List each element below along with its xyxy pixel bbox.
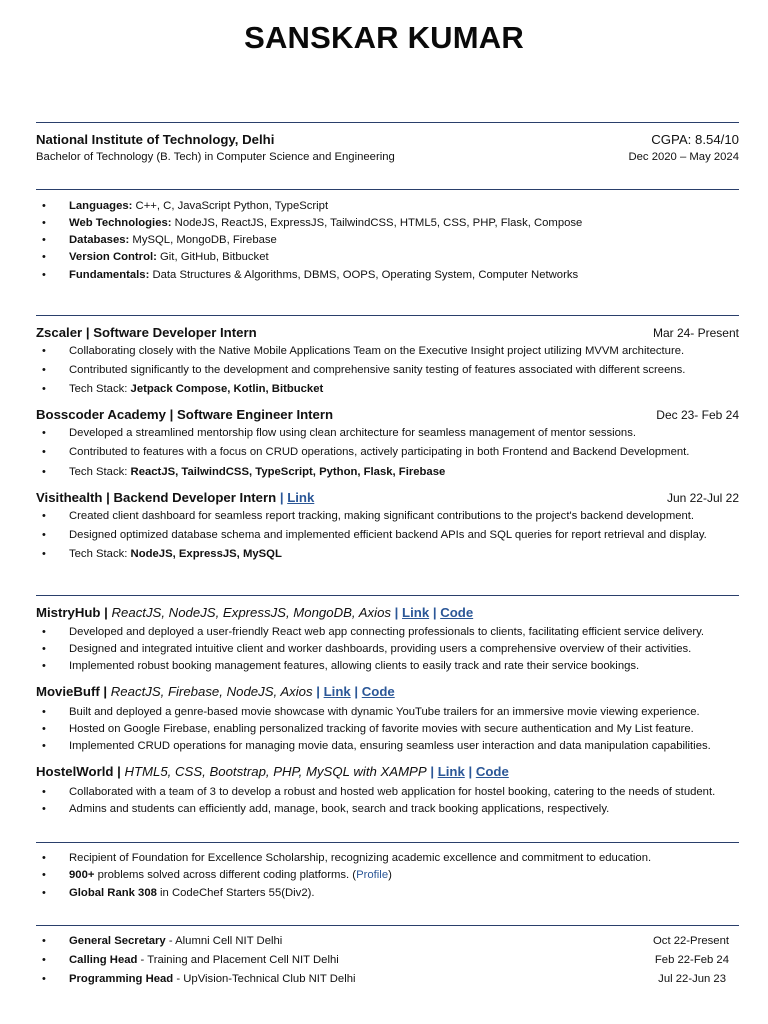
project-bullet: • Admins and students can efficiently add, manage, book, search and track booking applications, respectively. xyxy=(42,803,610,815)
project-name: MistryHub xyxy=(36,605,101,620)
position-item: • Calling Head - Training and Placement Cell NIT Delhi Feb 22-Feb 24 xyxy=(42,952,732,969)
experience-dates: Jun 22-Jul 22 xyxy=(666,491,739,505)
project-bullet: • Implemented robust booking management features, allowing clients to easily track and rate their service bookings. xyxy=(42,660,640,672)
position-role: Programming Head xyxy=(69,973,174,985)
section-divider-projects xyxy=(36,595,739,596)
achievement-item: • Recipient of Foundation for Excellence Scholarship, recognizing academic excellence and commitment to education. xyxy=(42,852,652,864)
position-dates: Feb 22-Feb 24 xyxy=(654,954,729,966)
experience-link[interactable]: Link xyxy=(287,490,315,505)
skill-item: • Web Technologies: NodeJS, ReactJS, ExpressJS, TailwindCSS, HTML5, CSS, PHP, Flask, Compose xyxy=(42,215,732,232)
position-item: • General Secretary - Alumni Cell NIT Delhi Oct 22-Present xyxy=(42,933,732,950)
project-tech: ReactJS, NodeJS, ExpressJS, MongoDB, Axios xyxy=(111,605,392,620)
section-divider-achievements xyxy=(36,842,739,843)
bullet: • xyxy=(42,269,46,281)
position-role: Calling Head xyxy=(69,954,138,966)
position-dates: Oct 22-Present xyxy=(653,935,729,947)
bullet: • xyxy=(42,217,46,229)
institute-name: National Institute of Technology, Delhi xyxy=(36,132,275,147)
bullet: • xyxy=(42,251,46,263)
project-name: HostelWorld xyxy=(36,764,114,779)
project-bullet: • Collaborated with a team of 3 to develop a robust and hosted web application for hostel booking, catering to the needs of student. xyxy=(42,786,716,798)
section-divider-experience xyxy=(36,315,739,316)
section-divider-skills xyxy=(36,189,739,190)
experience-dates: Dec 23- Feb 24 xyxy=(656,408,739,422)
achievement-item: • 900+ problems solved across different coding platforms. (Profile) xyxy=(42,869,392,881)
project-name: MovieBuff xyxy=(36,684,100,699)
experience-bullet: • Contributed to features with a focus on CRUD operations, actively participating in both Frontend and Backend Development. xyxy=(42,446,690,458)
tech-stack: • Tech Stack: NodeJS, ExpressJS, MySQL xyxy=(42,548,282,560)
project-header: HostelWorld | HTML5, CSS, Bootstrap, PHP, MySQL with XAMPP | Link | Code xyxy=(36,764,509,779)
tech-stack: • Tech Stack: ReactJS, TailwindCSS, TypeScript, Python, Flask, Firebase xyxy=(42,466,446,478)
skill-item: • Databases: MySQL, MongoDB, Firebase xyxy=(42,232,732,249)
project-link[interactable]: Link xyxy=(323,684,351,699)
section-divider-education xyxy=(36,122,739,123)
project-code-link[interactable]: Code xyxy=(361,684,395,699)
project-bullet: • Hosted on Google Firebase, enabling personalized tracking of favorite movies with secure authentication and My List feature. xyxy=(42,723,694,735)
project-bullet: • Designed and integrated intuitive client and worker dashboards, providing users a comprehensive overview of their activities. xyxy=(42,643,692,655)
degree: Bachelor of Technology (B. Tech) in Computer Science and Engineering xyxy=(36,151,395,163)
cgpa: CGPA: 8.54/10 xyxy=(651,132,739,147)
experience-header xyxy=(36,324,739,342)
experience-header: Visithealth | Backend Developer Intern | Link Jun 22-Jul 22 xyxy=(36,490,739,505)
tech-stack: • Tech Stack: Jetpack Compose, Kotlin, Bitbucket xyxy=(42,383,324,395)
project-header: MistryHub | ReactJS, NodeJS, ExpressJS, MongoDB, Axios | Link | Code xyxy=(36,605,474,620)
experience-bullet: • Created client dashboard for seamless report tracking, making significant contributions to the project's backend development. xyxy=(42,510,695,522)
position-role: General Secretary xyxy=(69,935,166,947)
skill-item: • Version Control: Git, GitHub, Bitbucket xyxy=(42,249,732,266)
section-divider-positions xyxy=(36,925,739,926)
experience-bullet: • Contributed significantly to the development and comprehensive sanity testing of features associated with different screens. xyxy=(42,364,686,376)
achievement-item: • Global Rank 308 in CodeChef Starters 55(Div2). xyxy=(42,887,315,899)
education-dates: Dec 2020 – May 2024 xyxy=(628,151,739,163)
education-header xyxy=(36,131,739,149)
experience-header xyxy=(36,406,739,424)
skill-item: • Fundamentals: Data Structures & Algorithms, DBMS, OOPS, Operating System, Computer Networks xyxy=(42,267,732,284)
project-bullet: • Implemented CRUD operations for managing movie data, ensuring seamless user interaction and data manipulation capabilities. xyxy=(42,740,711,752)
project-link[interactable]: Link xyxy=(437,764,465,779)
bullet: • xyxy=(42,200,46,212)
experience-bullet: • Designed optimized database schema and implemented efficient backend APIs and SQL queries for report retrieval and display. xyxy=(42,529,707,541)
project-header: MovieBuff | ReactJS, Firebase, NodeJS, Axios | Link | Code xyxy=(36,684,395,699)
experience-dates: Mar 24- Present xyxy=(652,326,739,340)
experience-bullet: • Developed a streamlined mentorship flow using clean architecture for seamless management of mentor sessions. xyxy=(42,427,637,439)
experience-title: Bosscoder Academy | Software Engineer Intern xyxy=(36,407,334,422)
education-degree-row xyxy=(36,148,739,166)
experience-title: Zscaler | Software Developer Intern xyxy=(36,325,257,340)
project-link[interactable]: Link xyxy=(402,605,430,620)
project-bullet: • Built and deployed a genre-based movie showcase with dynamic YouTube trailers for an immersive movie viewing experience. xyxy=(42,706,700,718)
resume-name: SANSKAR KUMAR xyxy=(244,20,524,55)
project-tech: HTML5, CSS, Bootstrap, PHP, MySQL with XAMPP xyxy=(124,764,427,779)
project-code-link[interactable]: Code xyxy=(475,764,509,779)
position-item: • Programming Head - UpVision-Technical Club NIT Delhi Jul 22-Jun 23 xyxy=(42,971,732,988)
experience-bullet: • Collaborating closely with the Native Mobile Applications Team on the Executive Insight project utilizing MVVM architecture. xyxy=(42,345,685,357)
profile-link[interactable]: Profile xyxy=(356,869,389,881)
project-tech: ReactJS, Firebase, NodeJS, Axios xyxy=(110,684,313,699)
position-dates: Jul 22-Jun 23 xyxy=(658,973,726,985)
bullet: • xyxy=(42,234,46,246)
project-bullet: • Developed and deployed a user-friendly React web app connecting professionals to clients, facilitating efficient service delivery. xyxy=(42,626,705,638)
project-code-link[interactable]: Code xyxy=(440,605,474,620)
experience-title: Visithealth | Backend Developer Intern xyxy=(36,490,277,505)
skill-item: • Languages: C++, C, JavaScript Python, TypeScript xyxy=(42,198,732,215)
